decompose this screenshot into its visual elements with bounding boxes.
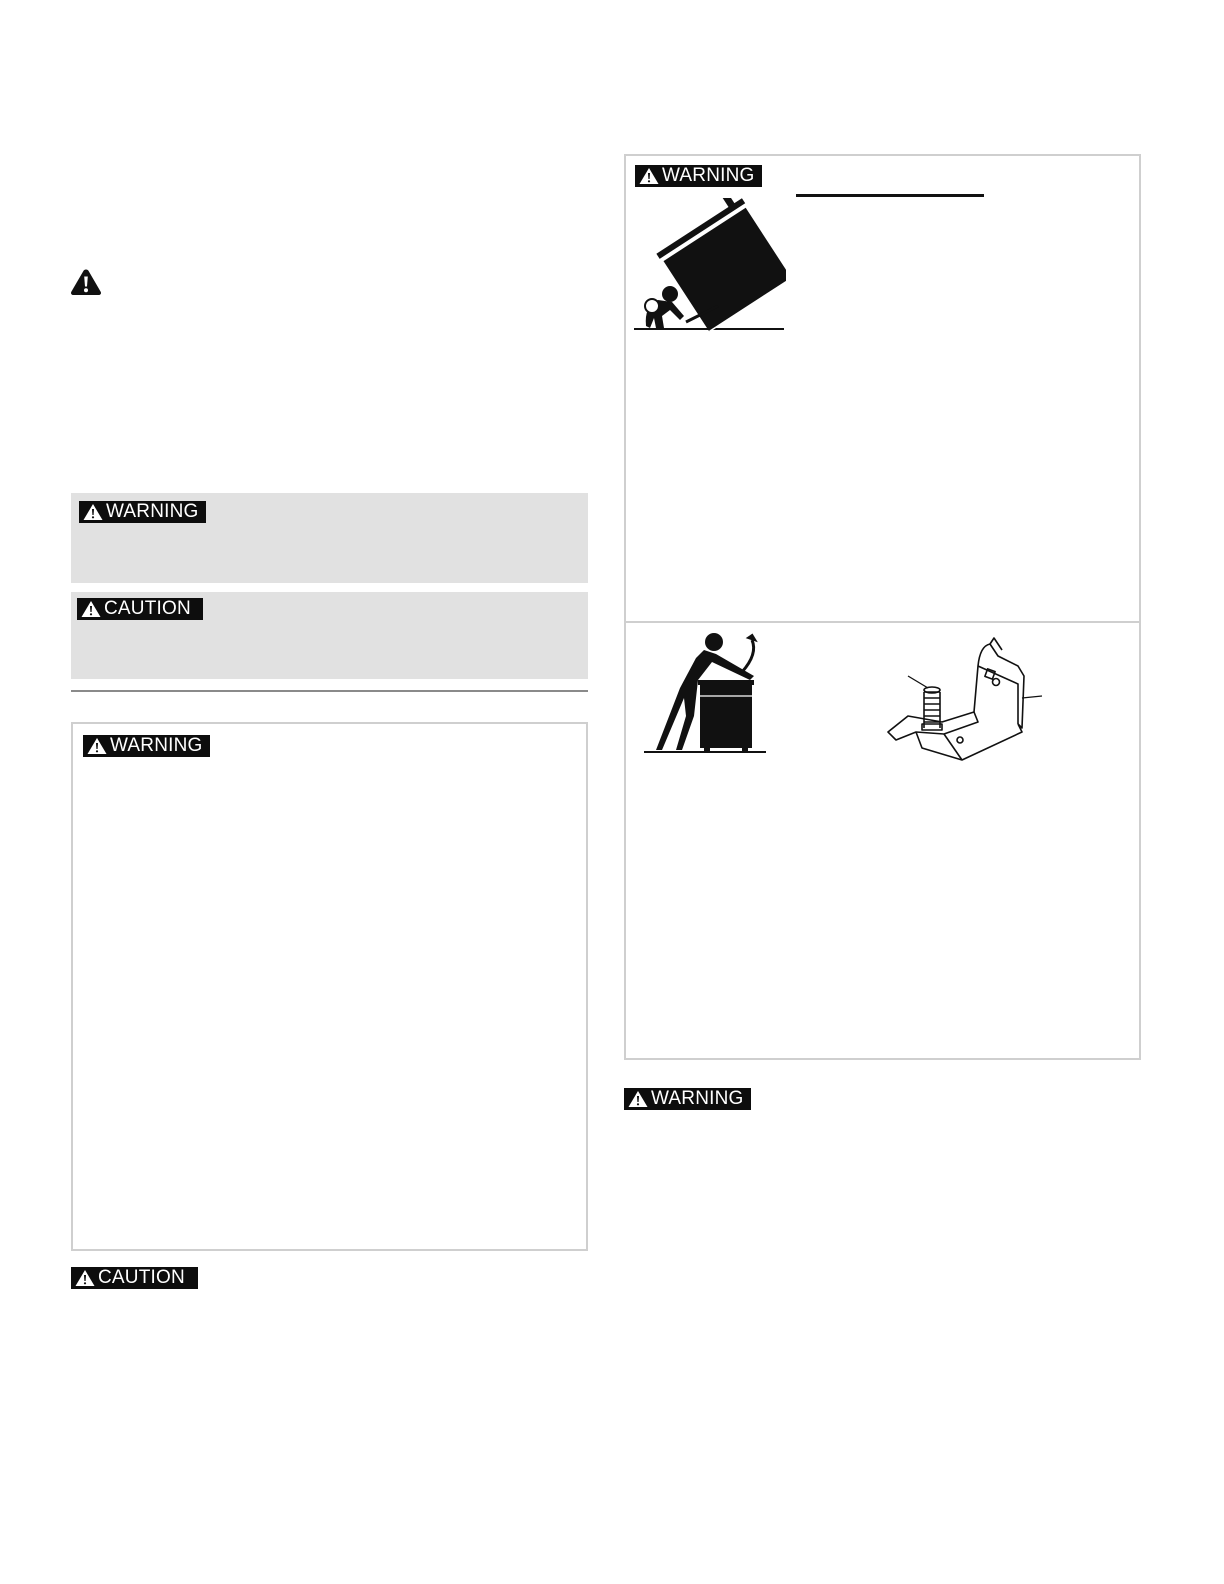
- panel-heading-rule: [796, 194, 984, 197]
- panel-divider: [626, 621, 1139, 623]
- warning-badge-4: [624, 1088, 751, 1110]
- check-anti-tip-illustration: [642, 628, 770, 756]
- warning-triangle-icon: [83, 503, 103, 521]
- warning-box-framed: [71, 722, 588, 1251]
- caution-label: CAUTION: [104, 598, 191, 619]
- section-divider: [71, 690, 588, 692]
- caution-triangle-icon: [75, 1269, 95, 1287]
- caution-badge-1: [77, 598, 203, 620]
- warning-triangle-icon: [628, 1090, 648, 1108]
- anti-tip-bracket-illustration: [882, 636, 1054, 764]
- warning-triangle-icon: [87, 737, 107, 755]
- warning-badge-2: [83, 735, 210, 757]
- warning-label: WARNING: [106, 501, 199, 522]
- caution-label: CAUTION: [98, 1267, 185, 1288]
- warning-badge-1: [79, 501, 206, 523]
- warning-label: WARNING: [651, 1088, 744, 1109]
- warning-badge-3: [635, 165, 762, 187]
- warning-label: WARNING: [662, 165, 755, 186]
- safety-alert-icon: [70, 268, 102, 296]
- warning-triangle-icon: [639, 167, 659, 185]
- tip-over-illustration: [632, 198, 786, 333]
- caution-badge-2: [71, 1267, 198, 1289]
- warning-label: WARNING: [110, 735, 203, 756]
- caution-triangle-icon: [81, 600, 101, 618]
